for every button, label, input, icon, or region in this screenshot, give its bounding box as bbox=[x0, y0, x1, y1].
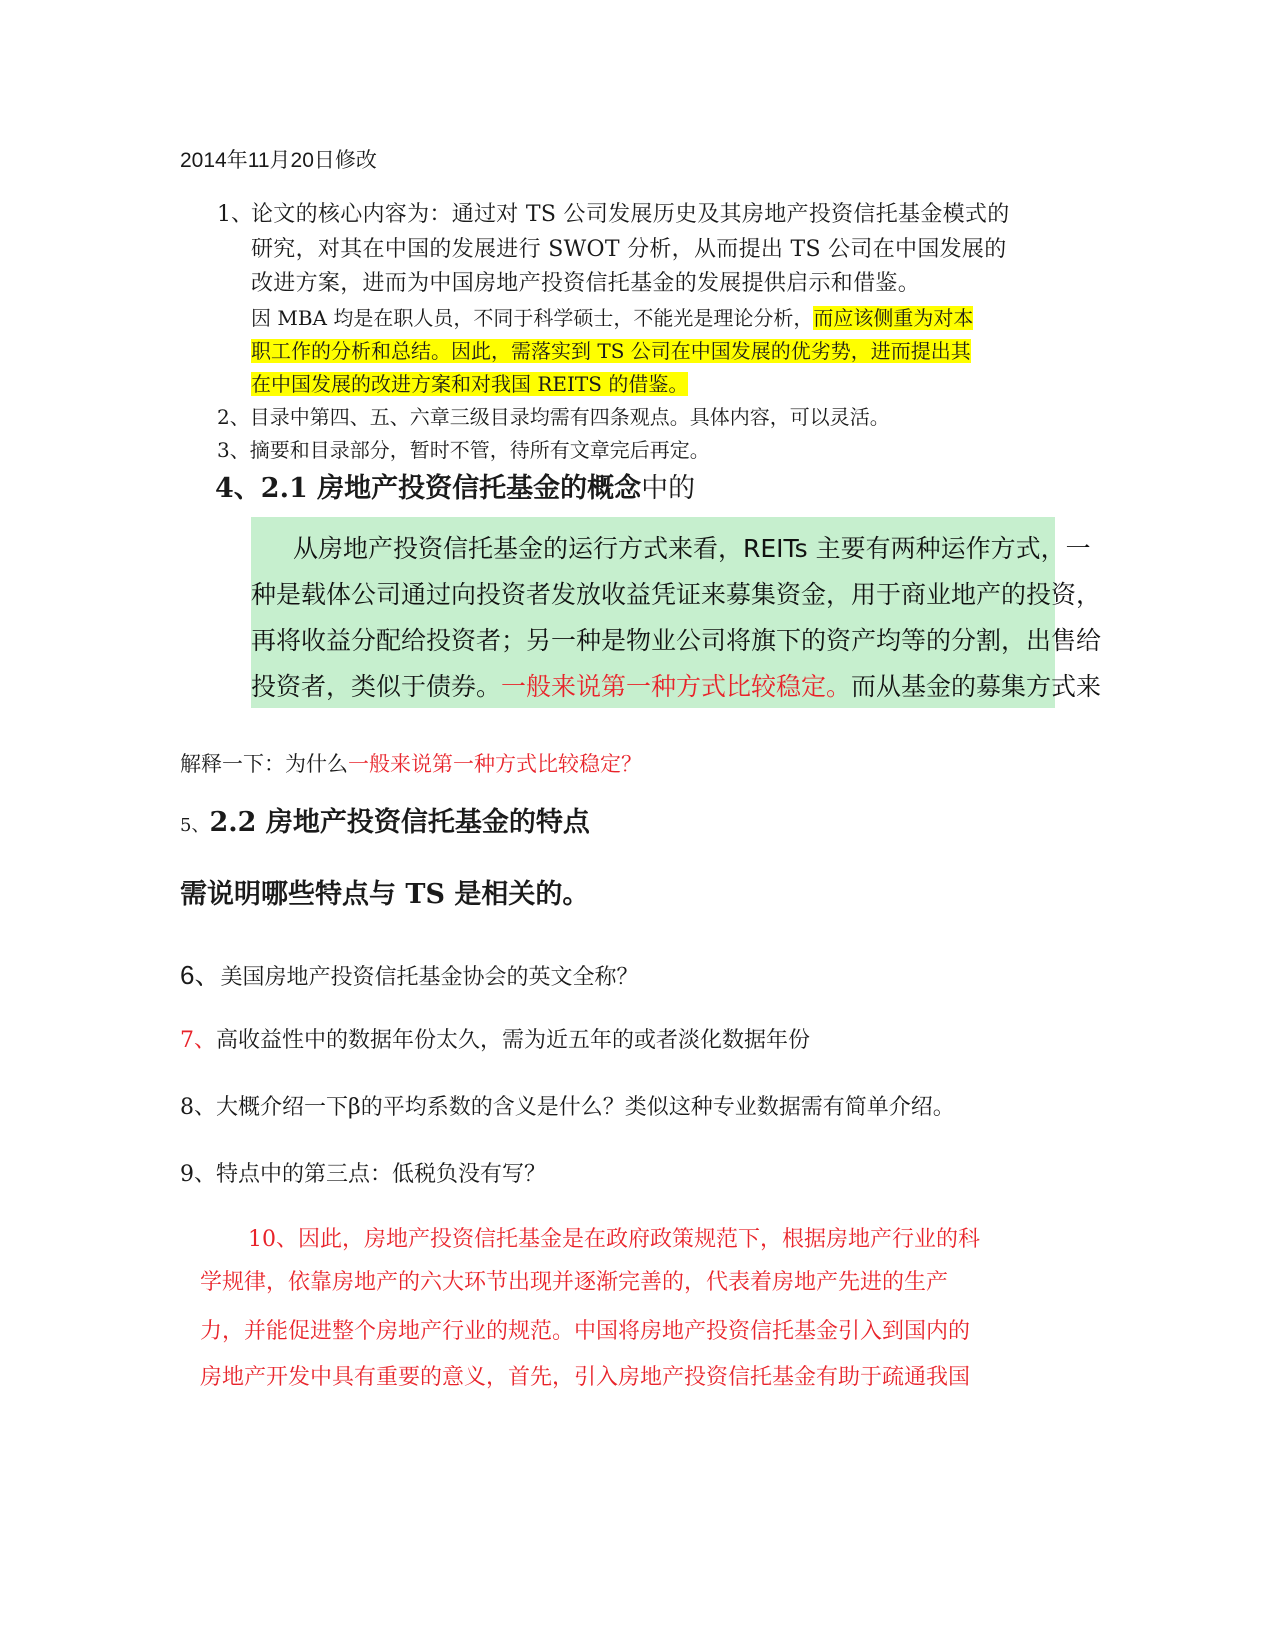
item-8-number: 8、 bbox=[180, 1095, 216, 1120]
item-8-text: 大概介绍一下β的平均系数的含义是什么？类似这种专业数据需有简单介绍。 bbox=[216, 1095, 955, 1120]
item-7-number: 7、 bbox=[180, 1028, 216, 1053]
item-7-text: 高收益性中的数据年份太久，需为近五年的或者淡化数据年份 bbox=[216, 1028, 811, 1053]
explain-question bbox=[180, 748, 642, 778]
item-5-heading bbox=[180, 800, 590, 839]
quote-line-4-red: 一般来说第一种方式比较稳定。 bbox=[501, 672, 852, 701]
explain-plain: 解释一下：为什么 bbox=[180, 752, 348, 776]
item-1-note-highlight-3: 在中国发展的改进方案和对我国 REITS 的借鉴。 bbox=[251, 372, 689, 396]
item-10-line-3: 力，并能促进整个房地产行业的规范。中国将房地产投资信托基金引入到国内的 bbox=[200, 1319, 971, 1344]
quote-line-4-start: 投资者，类似于债券。 bbox=[251, 672, 502, 701]
quote-line-4 bbox=[251, 667, 1101, 703]
quote-line-1: 从房地产投资信托基金的运行方式来看，REITs 主要有两种运作方式，一 bbox=[293, 534, 1091, 563]
item-3 bbox=[217, 434, 710, 463]
item-8 bbox=[180, 1090, 955, 1121]
quote-line-4-end: 而从基金的募集方式来 bbox=[851, 672, 1102, 701]
item-3-text: 摘要和目录部分，暂时不管，待所有文章完后再定。 bbox=[249, 438, 710, 462]
item-4-plain-suffix: 中的 bbox=[641, 473, 696, 504]
item-4-bold-title: 2.1 房地产投资信托基金的概念 bbox=[260, 473, 642, 504]
quoted-excerpt-box bbox=[251, 517, 1102, 708]
item-1-note-line-2 bbox=[251, 335, 971, 364]
revision-date: 2014年11月20日修改 bbox=[180, 149, 377, 172]
ts-relevance-note: 需说明哪些特点与 TS 是相关的。 bbox=[180, 879, 590, 910]
item-5-title: 2.2 房地产投资信托基金的特点 bbox=[209, 807, 590, 838]
item-1-note-line-1 bbox=[251, 302, 973, 331]
item-10-line-4: 房地产开发中具有重要的意义，首先，引入房地产投资信托基金有助于疏通我国 bbox=[200, 1365, 971, 1390]
item-2-number: 2、 bbox=[217, 405, 250, 429]
explain-red: 一般来说第一种方式比较稳定？ bbox=[348, 752, 642, 776]
item-5-number: 5、 bbox=[180, 815, 210, 836]
item-1-line-3: 改进方案，进而为中国房地产投资信托基金的发展提供启示和借鉴。 bbox=[251, 271, 921, 296]
item-9-number: 9、 bbox=[180, 1162, 216, 1187]
item-4-number: 4、 bbox=[215, 473, 261, 504]
item-6-number: 6、 bbox=[180, 960, 221, 990]
item-1-note-highlight-1: 而应该侧重为对本 bbox=[813, 306, 974, 330]
item-10-line-2: 学规律，依靠房地产的六大环节出现并逐渐完善的，代表着房地产先进的生产 bbox=[200, 1270, 949, 1295]
item-1-line-1: 论文的核心内容为：通过对 TS 公司发展历史及其房地产投资信托基金模式的 bbox=[251, 202, 1010, 227]
quote-line-2: 种是载体公司通过向投资者发放收益凭证来募集资金，用于商业地产的投资， bbox=[251, 580, 1102, 609]
item-4-heading bbox=[215, 466, 695, 505]
item-6-text: 美国房地产投资信托基金协会的英文全称？ bbox=[220, 965, 639, 990]
item-2 bbox=[217, 401, 890, 430]
item-1-note-plain: 因 MBA 均是在职人员，不同于科学硕士，不能光是理论分析， bbox=[251, 306, 814, 330]
item-6 bbox=[180, 955, 638, 992]
item-10-line-1: 10、因此，房地产投资信托基金是在政府政策规范下，根据房地产行业的科 bbox=[248, 1227, 980, 1252]
item-1-number: 1、 bbox=[217, 202, 253, 227]
item-1-note-line-3 bbox=[251, 368, 688, 397]
item-9-text: 特点中的第三点：低税负没有写？ bbox=[216, 1162, 547, 1187]
item-1-note-highlight-2: 职工作的分析和总结。因此，需落实到 TS 公司在中国发展的优劣势，进而提出其 bbox=[251, 339, 971, 363]
item-2-text: 目录中第四、五、六章三级目录均需有四条观点。具体内容，可以灵活。 bbox=[249, 405, 890, 429]
quote-line-3: 再将收益分配给投资者；另一种是物业公司将旗下的资产均等的分割，出售给 bbox=[251, 626, 1102, 655]
item-7 bbox=[180, 1023, 810, 1054]
item-3-number: 3、 bbox=[217, 438, 250, 462]
item-1-line-2: 研究，对其在中国的发展进行 SWOT 分析，从而提出 TS 公司在中国发展的 bbox=[251, 237, 1007, 262]
item-9 bbox=[180, 1157, 546, 1188]
